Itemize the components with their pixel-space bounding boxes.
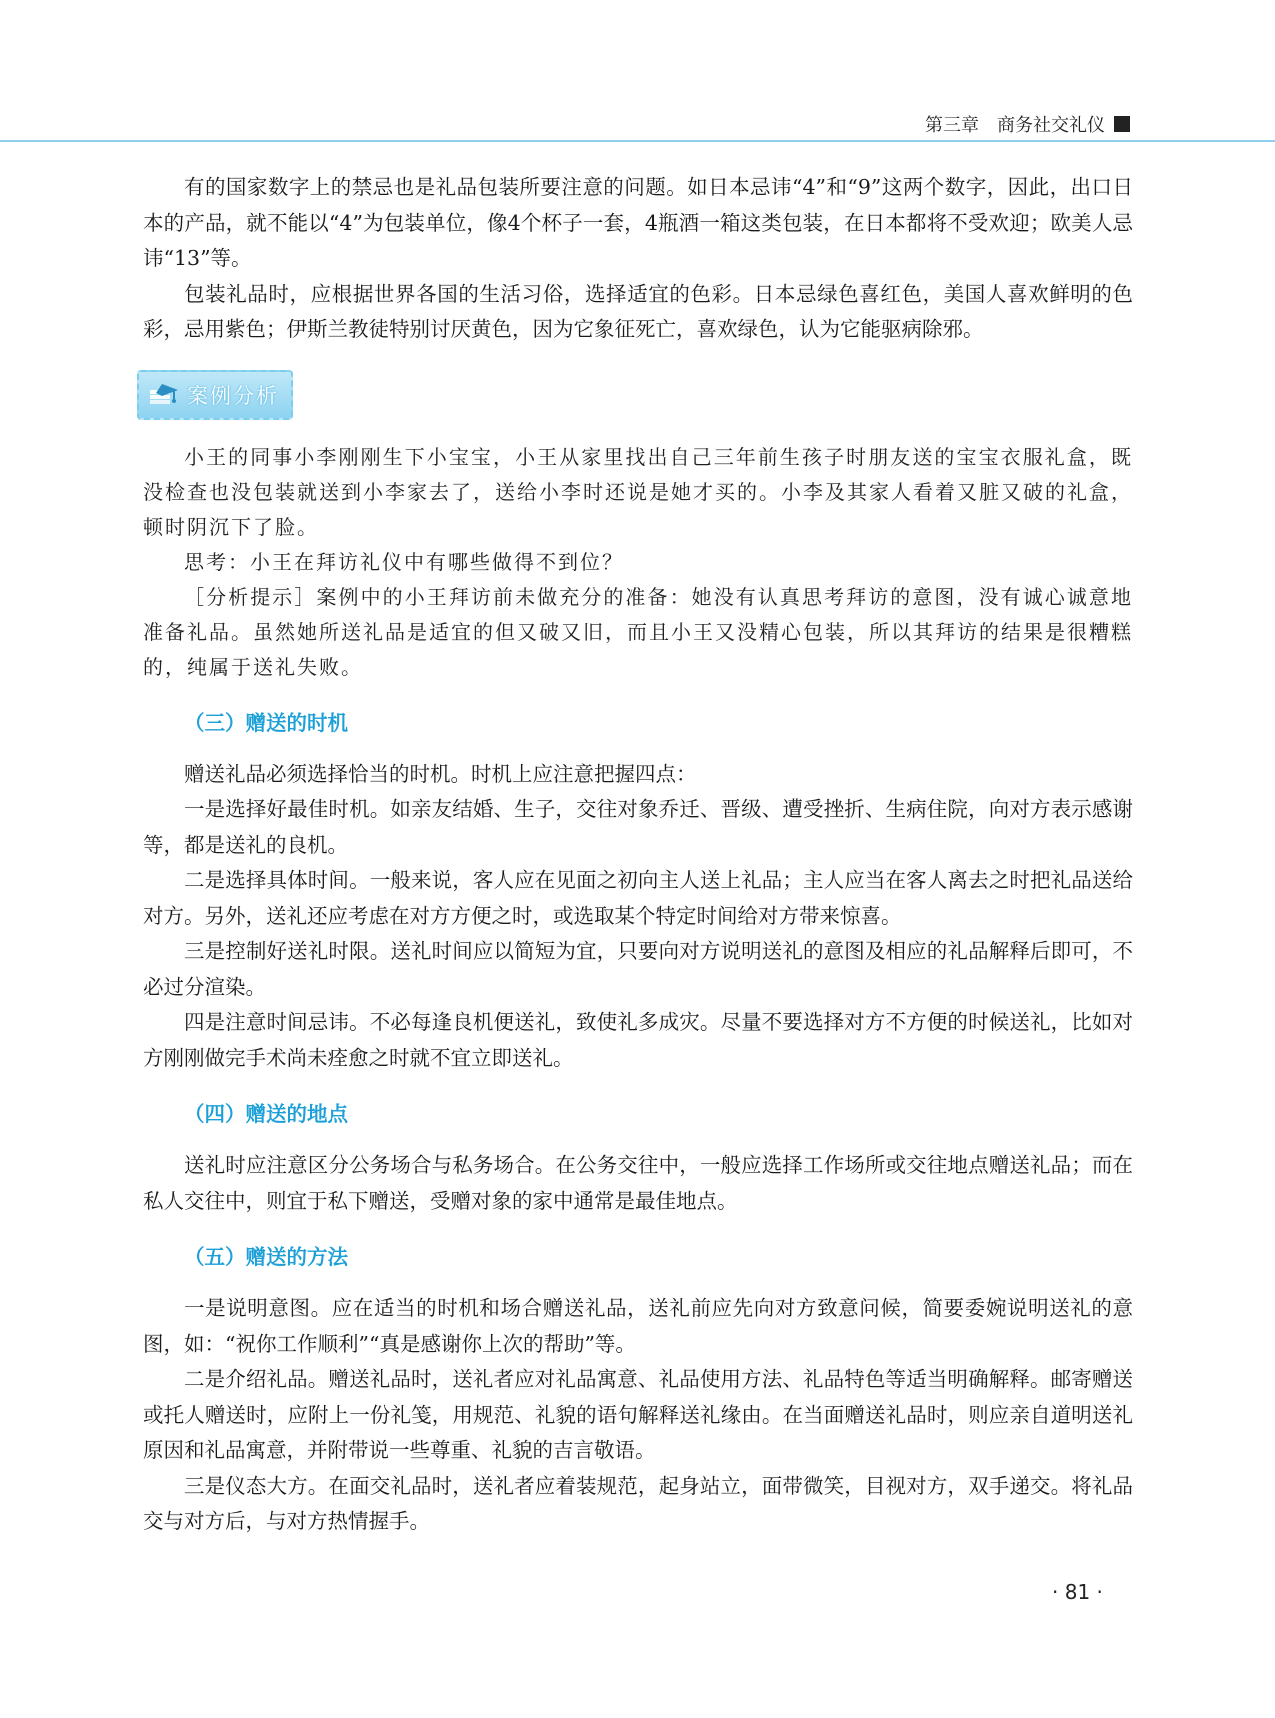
section-heading-location: （四）赠送的地点 <box>184 1102 348 1126</box>
graduation-book-icon <box>147 380 181 410</box>
header-rule <box>0 140 1275 142</box>
method-point-1: 一是说明意图。应在适当的时机和场合赠送礼品，送礼前应先向对方致意问候，简要委婉说明送礼的意图，如：“祝你工作顺利”“真是感谢你上次的帮助”等。 <box>143 1296 1133 1356</box>
location-body: 送礼时应注意区分公务场合与私务场合。在公务交往中，一般应选择工作场所或交往地点赠送礼品；而在私人交往中，则宜于私下赠送，受赠对象的家中通常是最佳地点。 <box>143 1153 1133 1213</box>
method-point-2: 二是介绍礼品。赠送礼品时，送礼者应对礼品寓意、礼品使用方法、礼品特色等适当明确解释。邮寄赠送或托人赠送时，应附上一份礼笺，用规范、礼貌的语句解释送礼缘由。在当面赠送礼品时，则应亲自道明送礼原因和礼品寓意，并附带说一些尊重、礼貌的吉言敬语。 <box>143 1367 1133 1462</box>
paragraph-number-taboo: 有的国家数字上的禁忌也是礼品包装所要注意的问题。如日本忌讳“4”和“9”这两个数字，因此，出口日本的产品，就不能以“4”为包装单位，像4个杯子一套，4瓶酒一箱这类包装，在日本都将不受欢迎；欧美人忌讳“13”等。 <box>143 175 1133 270</box>
running-header <box>925 112 1130 136</box>
timing-point-3: 三是控制好送礼时限。送礼时间应以简短为宜，只要向对方说明送礼的意图及相应的礼品解释后即可，不必过分渲染。 <box>143 939 1133 999</box>
square-marker-icon <box>1114 116 1130 132</box>
page-number: · 81 · <box>1052 1580 1103 1604</box>
method-point-3: 三是仪态大方。在面交礼品时，送礼者应着装规范，起身站立，面带微笑，目视对方，双手递交。将礼品交与对方后，与对方热情握手。 <box>143 1473 1133 1533</box>
paragraph-color-taboo: 包装礼品时，应根据世界各国的生活习俗，选择适宜的色彩。日本忌绿色喜红色，美国人喜欢鲜明的色彩，忌用紫色；伊斯兰教徒特别讨厌黄色，因为它象征死亡，喜欢绿色，认为它能驱病除邪。 <box>143 281 1133 341</box>
section-heading-method: （五）赠送的方法 <box>184 1245 348 1269</box>
chapter-number: 第三章 <box>925 115 979 136</box>
timing-point-2: 二是选择具体时间。一般来说，客人应在见面之初向主人送上礼品；主人应当在客人离去之时把礼品送给对方。另外，送礼还应考虑在对方方便之时，或选取某个特定时间给对方带来惊喜。 <box>143 868 1133 928</box>
chapter-title: 商务社交礼仪 <box>997 115 1105 136</box>
timing-intro: 赠送礼品必须选择恰当的时机。时机上应注意把握四点： <box>184 761 697 786</box>
case-hint: ［分析提示］案例中的小王拜访前未做充分的准备：她没有认真思考拜访的意图，没有诚心诚意地准备礼品。虽然她所送礼品是适宜的但又破又旧，而且小王又没精心包装，所以其拜访的结果是很糟糕的，纯属于送礼失败。 <box>143 584 1133 679</box>
timing-point-4: 四是注意时间忌讳。不必每逢良机便送礼，致使礼多成灾。尽量不要选择对方不方便的时候送礼，比如对方刚刚做完手术尚未痊愈之时就不宜立即送礼。 <box>143 1010 1133 1070</box>
case-analysis-label: 案例分析 <box>187 383 279 408</box>
timing-point-1: 一是选择好最佳时机。如亲友结婚、生子，交往对象乔迁、晋级、遭受挫折、生病住院，向对方表示感谢等，都是送礼的良机。 <box>143 797 1133 857</box>
section-heading-timing: （三）赠送的时机 <box>184 710 348 735</box>
case-analysis-banner <box>137 370 293 420</box>
case-story: 小王的同事小李刚刚生下小宝宝，小王从家里找出自己三年前生孩子时朋友送的宝宝衣服礼盒，既没检查也没包装就送到小李家去了，送给小李时还说是她才买的。小李及其家人看着又脏又破的礼盒，顿时阴沉下了脸。 <box>143 444 1133 539</box>
case-question: 思考：小王在拜访礼仪中有哪些做得不到位？ <box>184 549 624 574</box>
page-body <box>143 170 1133 1540</box>
